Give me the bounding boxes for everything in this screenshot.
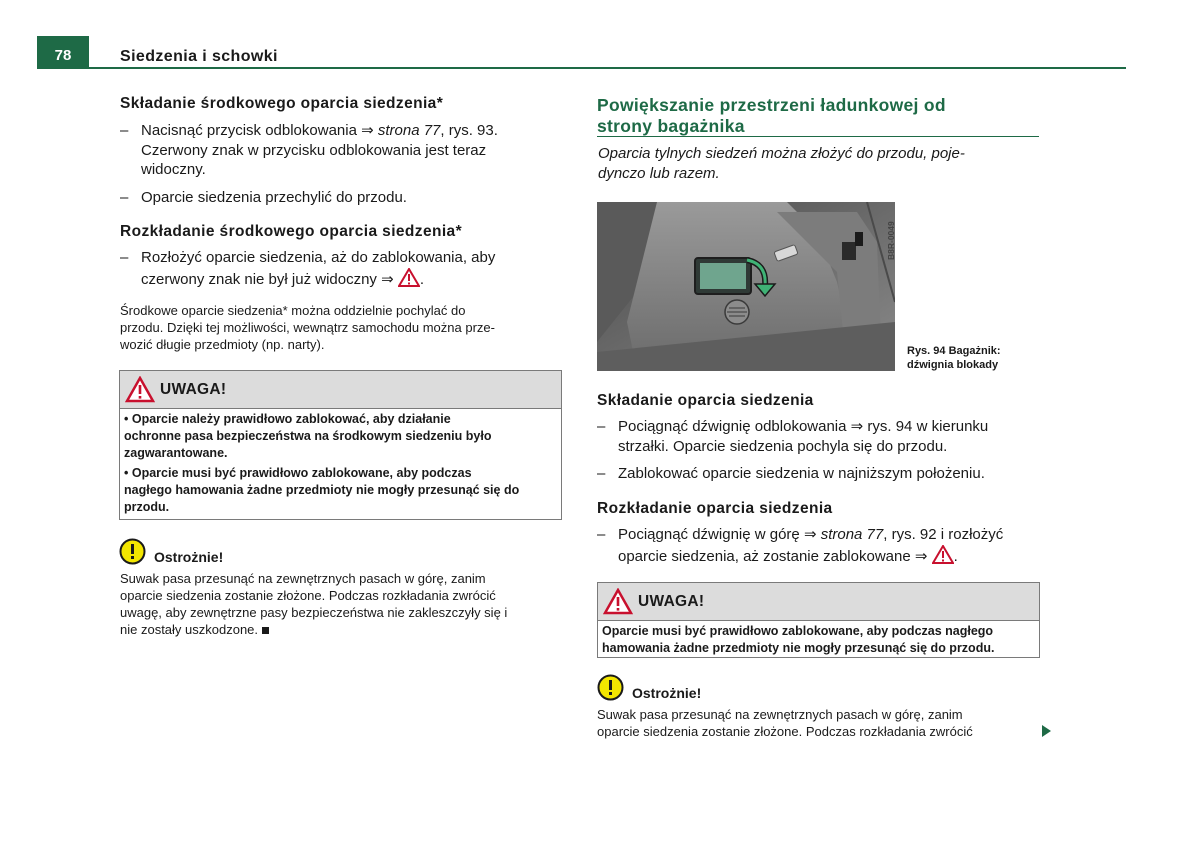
warning-triangle-icon[interactable] bbox=[398, 268, 420, 287]
step-line bbox=[141, 268, 561, 290]
dash: – bbox=[597, 465, 606, 482]
caution-line: Suwak pasa przesunąć na zewnętrznych pasach w górę, zanim bbox=[120, 571, 486, 586]
right-fold-step-1 bbox=[597, 417, 1042, 457]
caution-line bbox=[120, 621, 565, 638]
warning-line: • Oparcie musi być prawidłowo zablokowane, aby podczas bbox=[124, 466, 472, 480]
dash: – bbox=[120, 249, 129, 266]
section-heading bbox=[597, 95, 1047, 137]
step-text: Nacisnąć przycisk odblokowania ⇒ bbox=[141, 122, 378, 139]
dash: – bbox=[597, 418, 606, 435]
dash: – bbox=[597, 526, 606, 543]
paragraph-line: wozić długie przedmioty (np. narty). bbox=[120, 337, 325, 352]
step-line: widoczny. bbox=[141, 161, 206, 178]
right-caution-text bbox=[597, 706, 1042, 740]
left-paragraph bbox=[120, 302, 560, 353]
warning-header bbox=[120, 371, 561, 409]
end-square-icon bbox=[262, 627, 269, 634]
warning-title: UWAGA! bbox=[160, 381, 227, 398]
chapter-title: Siedzenia i schowki bbox=[120, 48, 278, 65]
warning-line: przodu. bbox=[124, 500, 170, 514]
dash: – bbox=[120, 122, 129, 139]
warning-triangle-icon[interactable] bbox=[932, 545, 954, 564]
warning-bullet bbox=[124, 465, 557, 516]
step-line bbox=[618, 545, 1043, 567]
header-rule bbox=[89, 67, 1126, 69]
section-rule bbox=[597, 136, 1039, 137]
step-line: strzałki. Oparcie siedzenia pochyla się do przodu. bbox=[618, 437, 948, 455]
warning-line: zagwarantowane. bbox=[124, 446, 228, 460]
right-unfold-step-1 bbox=[597, 525, 1042, 567]
dash: – bbox=[120, 189, 129, 206]
section-intro bbox=[598, 144, 1043, 184]
caption-line: dźwignia blokady bbox=[907, 358, 999, 371]
caution-line: oparcie siedzenia zostanie złożone. Podczas rozkładania zwrócić bbox=[120, 588, 496, 603]
step-text: , rys. 93. bbox=[440, 122, 498, 139]
step-line: Czerwony znak w przycisku odblokowania jest teraz bbox=[141, 141, 487, 159]
step-line: Zablokować oparcie siedzenia w najniższym położeniu. bbox=[618, 465, 985, 482]
step-text: . bbox=[953, 547, 958, 565]
warning-content bbox=[598, 621, 1039, 659]
caution-line: uwagę, aby zewnętrzne pasy bezpieczeństwa nie zakleszczyły się i bbox=[120, 605, 508, 620]
step-line: Oparcie siedzenia przechylić do przodu. bbox=[141, 189, 407, 206]
page-reference: strona 77 bbox=[820, 526, 884, 543]
page-number: 78 bbox=[37, 36, 89, 69]
warning-line: Oparcie musi być prawidłowo zablokowane, aby podczas nagłego bbox=[602, 624, 994, 638]
step-line: Pociągnąć dźwignię odblokowania ⇒ rys. 94 w kierunku bbox=[618, 418, 989, 435]
warning-title: UWAGA! bbox=[638, 593, 705, 610]
left-unfold-step-1 bbox=[120, 248, 560, 290]
caption-line: Rys. 94 Bagażnik: bbox=[907, 345, 1001, 357]
left-fold-step-2 bbox=[120, 188, 560, 208]
step-line bbox=[618, 525, 1043, 545]
right-fold-step-2 bbox=[597, 464, 1042, 484]
left-caution-text bbox=[120, 570, 565, 638]
intro-line: Oparcia tylnych siedzeń można złożyć do przodu, poje- bbox=[598, 145, 965, 162]
caution-icon bbox=[597, 674, 624, 701]
warning-line: • Oparcie należy prawidłowo zablokować, aby działanie bbox=[124, 412, 451, 426]
left-fold-heading: Składanie środkowego oparcia siedzenia* bbox=[120, 95, 444, 112]
left-caution-title: Ostrożnie! bbox=[154, 549, 224, 565]
warning-triangle-icon bbox=[603, 588, 633, 615]
step-line bbox=[141, 121, 561, 141]
figure-caption bbox=[907, 345, 1027, 372]
warning-bullet bbox=[124, 411, 557, 462]
section-heading-line: Powiększanie przestrzeni ładunkowej od bbox=[597, 95, 946, 115]
step-text: czerwony znak nie był już widoczny ⇒ bbox=[141, 270, 398, 288]
caution-text: nie zostały uszkodzone. bbox=[120, 622, 259, 637]
caution-line: oparcie siedzenia zostanie złożone. Podczas rozkładania zwrócić bbox=[597, 724, 973, 739]
left-warning-box bbox=[119, 370, 562, 520]
warning-line: nagłego hamowania żadne przedmioty nie mogły przesunąć się do bbox=[124, 483, 520, 497]
page-reference: strona 77 bbox=[377, 122, 441, 139]
section-heading-line: strony bagażnika bbox=[597, 116, 745, 136]
warning-line: hamowania żadne przedmioty nie mogły przesunąć się do przodu. bbox=[602, 641, 995, 655]
step-line: Rozłożyć oparcie siedzenia, aż do zablokowania, aby bbox=[141, 249, 496, 266]
warning-triangle-icon bbox=[125, 376, 155, 403]
caution-icon bbox=[119, 538, 146, 565]
caution-line: Suwak pasa przesunąć na zewnętrznych pasach w górę, zanim bbox=[597, 707, 963, 722]
warning-line: ochronne pasa bezpieczeństwa na środkowym siedzeniu było bbox=[124, 429, 492, 443]
step-text: Pociągnąć dźwignię w górę ⇒ bbox=[618, 526, 821, 543]
figure-code: B8R-0049 bbox=[886, 221, 896, 260]
right-unfold-heading: Rozkładanie oparcia siedzenia bbox=[597, 500, 833, 517]
paragraph-line: przodu. Dzięki tej możliwości, wewnątrz samochodu można prze- bbox=[120, 320, 495, 335]
right-fold-heading: Składanie oparcia siedzenia bbox=[597, 392, 814, 409]
warning-content bbox=[120, 409, 561, 518]
left-unfold-heading: Rozkładanie środkowego oparcia siedzenia* bbox=[120, 223, 462, 240]
continue-arrow-icon[interactable] bbox=[1042, 725, 1051, 737]
right-caution-title: Ostrożnie! bbox=[632, 685, 702, 701]
step-text: . bbox=[419, 270, 425, 288]
step-text: , rys. 92 i rozłożyć bbox=[883, 526, 1004, 543]
warning-header bbox=[598, 583, 1039, 621]
step-text: oparcie siedzenia, aż zostanie zablokowane ⇒ bbox=[618, 547, 932, 565]
trunk-lever-figure bbox=[597, 202, 895, 371]
right-warning-box bbox=[597, 582, 1040, 658]
intro-line: dynczo lub razem. bbox=[598, 165, 720, 182]
paragraph-line: Środkowe oparcie siedzenia* można oddzielnie pochylać do bbox=[120, 303, 466, 318]
left-fold-step-1 bbox=[120, 121, 560, 181]
